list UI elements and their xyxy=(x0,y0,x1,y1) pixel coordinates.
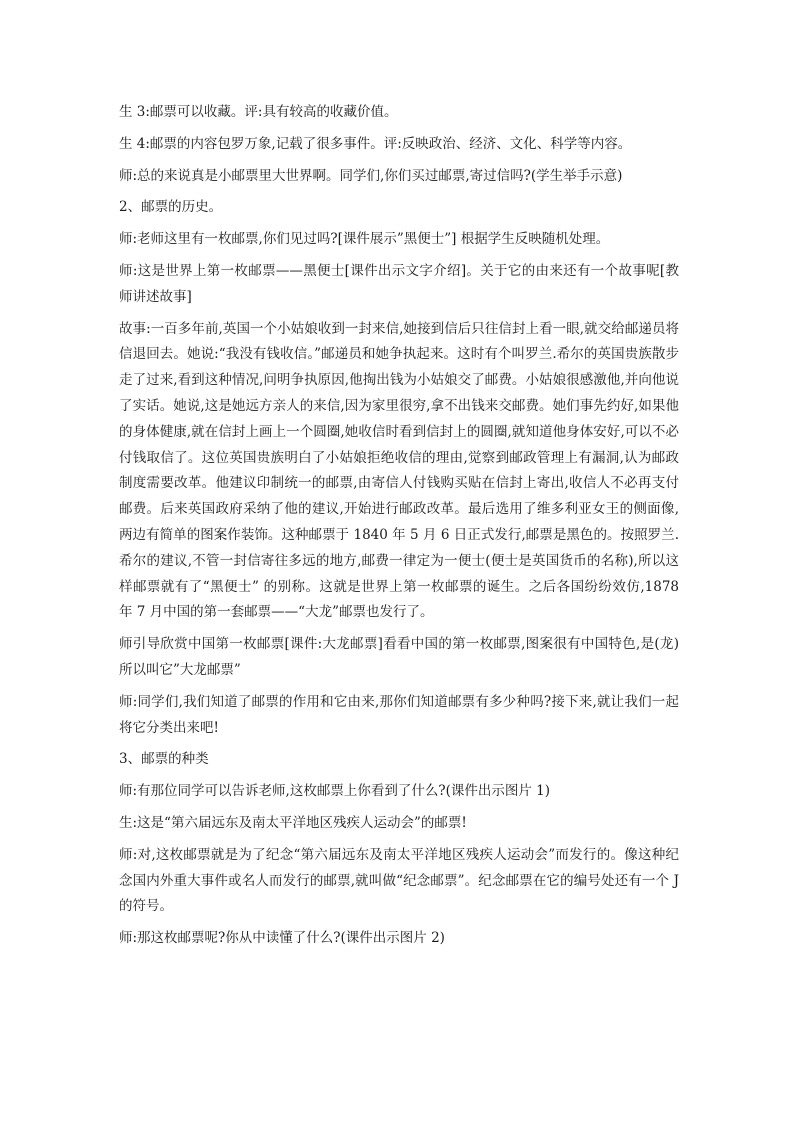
paragraph-student-3: 生 3:邮票可以收藏。评:具有较高的收藏价值。 xyxy=(119,104,398,120)
section-heading-types: 3、邮票的种类 xyxy=(119,751,209,768)
paragraph-student-answer: 生:这是“第六届远东及南太平洋地区残疾人运动会”的邮票! xyxy=(119,814,467,831)
paragraph-teacher-stamp-question: 师:老师这里有一枚邮票,你们见过吗?[课件展示”黑便士”] 根据学生反映随机处理。 xyxy=(119,231,610,248)
paragraph-transition: 师:同学们,我们知道了邮票的作用和它由来,那你们知道邮票有多少种吗?接下来,就让我们一起将它分类出来吧! xyxy=(119,693,679,736)
document-body xyxy=(119,100,679,958)
paragraph-penny-black-intro: 师:这是世界上第一枚邮票——黑便士[课件出示文字介绍]。关于它的由来还有一个故事呢[教师讲述故事] xyxy=(119,262,679,305)
paragraph-teacher-image-2: 师:那这枚邮票呢?你从中读懂了什么?(课件出示图片 2) xyxy=(119,930,445,947)
paragraph-student-4: 生 4:邮票的内容包罗万象,记载了很多事件。评:反映政治、经济、文化、科学等内容。 xyxy=(119,135,632,152)
section-heading-history: 2、邮票的历史。 xyxy=(119,199,223,216)
paragraph-story: 故事:一百多年前,英国一个小姑娘收到一封来信,她接到信后只往信封上看一眼,就交给邮递员将信退回去。她说:“我没有钱收信。”邮递员和她争执起来。这时有个叫罗兰.希尔的英国贵族散步走了过来,看到这种情况,问明争执原因,他掏出钱为小姑娘交了邮费。小姑娘很感激他,并向他说了实话。她说,这是她远方亲人的来信,因为家里很穷,拿不出钱来交邮费。她们事先约好,如果他的身体健康,就在信封上画上一个圆圈,她收信时看到信封上的圆圈,就知道他身体安好,可以不必付钱取信了。这位英国贵族明白了小姑娘拒绝收信的理由,觉察到邮政管理上有漏洞,认为邮政制度需要改革。他建议印制统一的邮票,由寄信人付钱购买贴在信封上寄出,收信人不必再支付邮费。后来英国政府采纳了他的建议,开始进行邮政改革。最后选用了维多利亚女王的侧面像,两边有简单的图案作装饰。这种邮票于 1840 年 5 月 6 日正式发行,邮票是黑色的。按照罗兰.希尔的建议,不管一封信寄往多远的地方,邮费一律定为一便士(便士是英国货币的名称),所以这样邮票就有了“黑便士” 的别称。这就是世界上第一枚邮票的诞生。之后各国纷纷效仿,1878 年 7 月中国的第一套邮票——“大龙”邮票也发行了。 xyxy=(119,320,679,621)
paragraph-dragon-stamp: 师引导欣赏中国第一枚邮票[课件:大龙邮票]看看中国的第一枚邮票,图案很有中国特色,是(龙)所以叫它”大龙邮票” xyxy=(119,636,679,678)
paragraph-teacher-summary: 师:总的来说真是小邮票里大世界啊。同学们,你们买过邮票,寄过信吗?(学生举手示意) xyxy=(119,167,623,184)
paragraph-commemorative: 师:对,这枚邮票就是为了纪念“第六届远东及南太平洋地区残疾人运动会”而发行的。像这种纪念国内外重大事件或名人而发行的邮票,就叫做“纪念邮票”。纪念邮票在它的编号处还有一个 J 的符号。 xyxy=(119,846,679,915)
paragraph-teacher-image-1: 师:有那位同学可以告诉老师,这枚邮票上你看到了什么?(课件出示图片 1) xyxy=(119,783,550,800)
